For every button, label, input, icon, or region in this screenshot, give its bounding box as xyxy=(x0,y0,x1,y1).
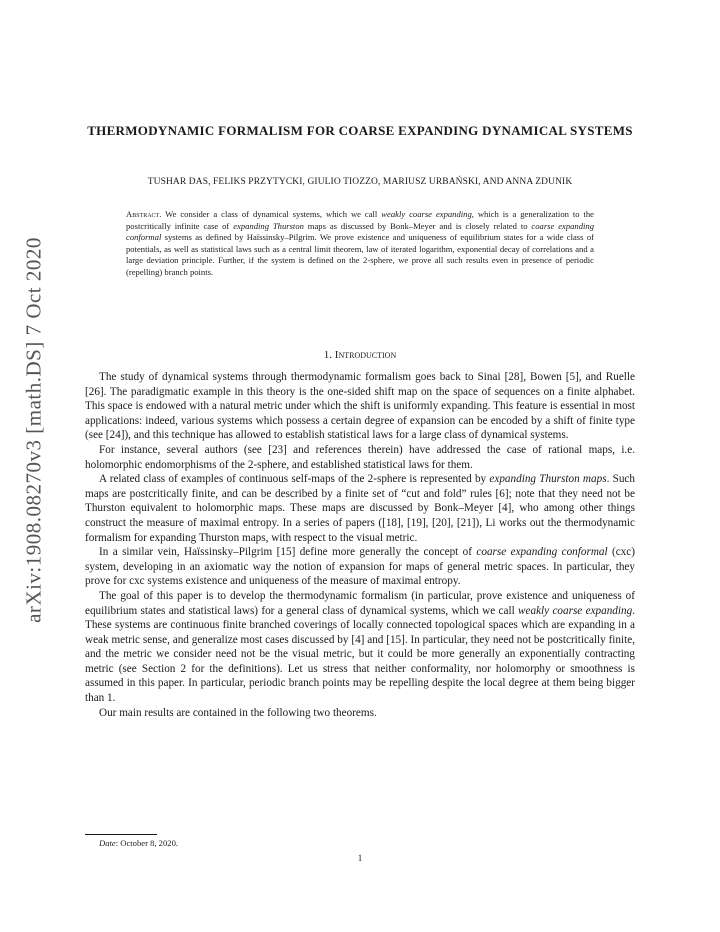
paragraph-text: . These systems are continuous finite branched coverings of locally connected topological spaces which are expanding in a weak metric sense, and generalize most cases discussed by [4] and [15]. In particular, they need not be postcritically finite, and the metric we consider need not be the visual metric, but it could be more generally an exponentially contracting metric (see Section 2 for the definitions). Let us stress that neither conformality, nor holomorphy or smoothness is assumed in this paper. In particular, periodic branch points may be repelling despite the local degree at them being bigger than 1. xyxy=(85,604,635,705)
paragraph-emph: coarse expanding conformal xyxy=(476,546,608,559)
page-number: 1 xyxy=(357,853,363,863)
abstract-text: systems as defined by Haïssinsky–Pilgrim. We prove existence and uniqueness of equilibrium states for a wide class of potentials, as well as statistical laws such as a central limit theorem, law of iterated logarithm, exponential decay of correlations and a large deviation principle. Further, if the system is defined on the 2-sphere, we prove all such results even in presence of periodic (repelling) branch points. xyxy=(126,232,594,277)
paragraph: The study of dynamical systems through thermodynamic formalism goes back to Sinai [28], Bowen [5], and Ruelle [26]. The paradigmatic example in this theory is the one-sided shift map on the space of sequences on a finite alphabet. This space is endowed with a natural metric under which the shift is uniformly expanding. This feature is essential in most applications: indeed, various systems which possess a certain degree of expansion can be encoded by a shift of finite type (see [24]), and this technique has allowed to establish statistical laws for a large class of dynamical systems. xyxy=(85,371,635,442)
abstract-text: We consider a class of dynamical systems, which we call xyxy=(161,209,382,219)
paragraph: For instance, several authors (see [23] and references therein) have addressed the case of rational maps, i.e. holomorphic endomorphisms of the 2-sphere, and established statistical laws for them. xyxy=(85,443,635,471)
footnote-date xyxy=(99,838,178,848)
arxiv-stamp: arXiv:1908.08270v3 [math.DS] 7 Oct 2020 xyxy=(21,237,46,623)
abstract-text: maps as discussed by Bonk–Meyer and is closely related to xyxy=(303,220,532,231)
abstract-emph: coarse expanding conformal xyxy=(126,220,595,243)
paragraph-text: . Such maps are postcritically finite, and can be described by a finite set of “cut and fold” rules [6]; note that they need not be Thurston equivalent to holomorphic maps. These maps are discussed by Bonk–Meyer [4], who among other things construct the measure of maximal entropy. In a series of papers ([18], [19], [20], [21]), Li works out the thermodynamic formalism for expanding Thurston maps, with respect to the visual metric. xyxy=(85,473,635,544)
paragraph-text: A related class of examples of continuous self-maps of the 2-sphere is represented by xyxy=(99,473,490,486)
footnote-rule xyxy=(85,834,157,835)
abstract-emph: weakly coarse expanding xyxy=(381,209,472,219)
body-text xyxy=(85,370,635,720)
footnote-label: Date xyxy=(99,838,116,848)
section-title: Introduction xyxy=(334,349,397,361)
paragraph-emph: expanding Thurston maps xyxy=(489,473,607,486)
paragraph xyxy=(85,472,635,545)
paragraph xyxy=(85,545,635,589)
abstract-label: Abstract. xyxy=(126,209,162,219)
section-number: 1. xyxy=(323,349,333,361)
author-list: TUSHAR DAS, FELIKS PRZYTYCKI, GIULIO TIOZZO, MARIUSZ URBAŃSKI, AND ANNA ZDUNIK xyxy=(147,177,573,187)
abstract-text: , which is a generalization to the postcritically infinite case of xyxy=(126,209,594,231)
footnote-value: : October 8, 2020. xyxy=(115,838,179,848)
paper-title: THERMODYNAMIC FORMALISM FOR COARSE EXPANDING DYNAMICAL SYSTEMS xyxy=(87,123,633,138)
paragraph-emph: weakly coarse expanding xyxy=(518,604,633,617)
abstract xyxy=(126,209,594,279)
paragraph-text: (cxc) system, developing in an axiomatic way the notion of expansion for maps of general metric spaces. In particular, they prove for cxc systems existence and uniqueness of the measure of maximal entropy. xyxy=(85,546,635,588)
section-heading xyxy=(80,349,640,361)
paragraph xyxy=(85,589,635,706)
paragraph-text: The goal of this paper is to develop the thermodynamic formalism (in particular, prove existence and uniqueness of equilibrium states and statistical laws) for a general class of dynamical systems, which we call xyxy=(85,589,635,617)
abstract-emph: expanding Thurston xyxy=(233,220,304,231)
paragraph: Our main results are contained in the following two theorems. xyxy=(99,706,377,719)
paragraph-text: In a similar vein, Haïssinsky–Pilgrim [15] define more generally the concept of xyxy=(99,546,477,559)
